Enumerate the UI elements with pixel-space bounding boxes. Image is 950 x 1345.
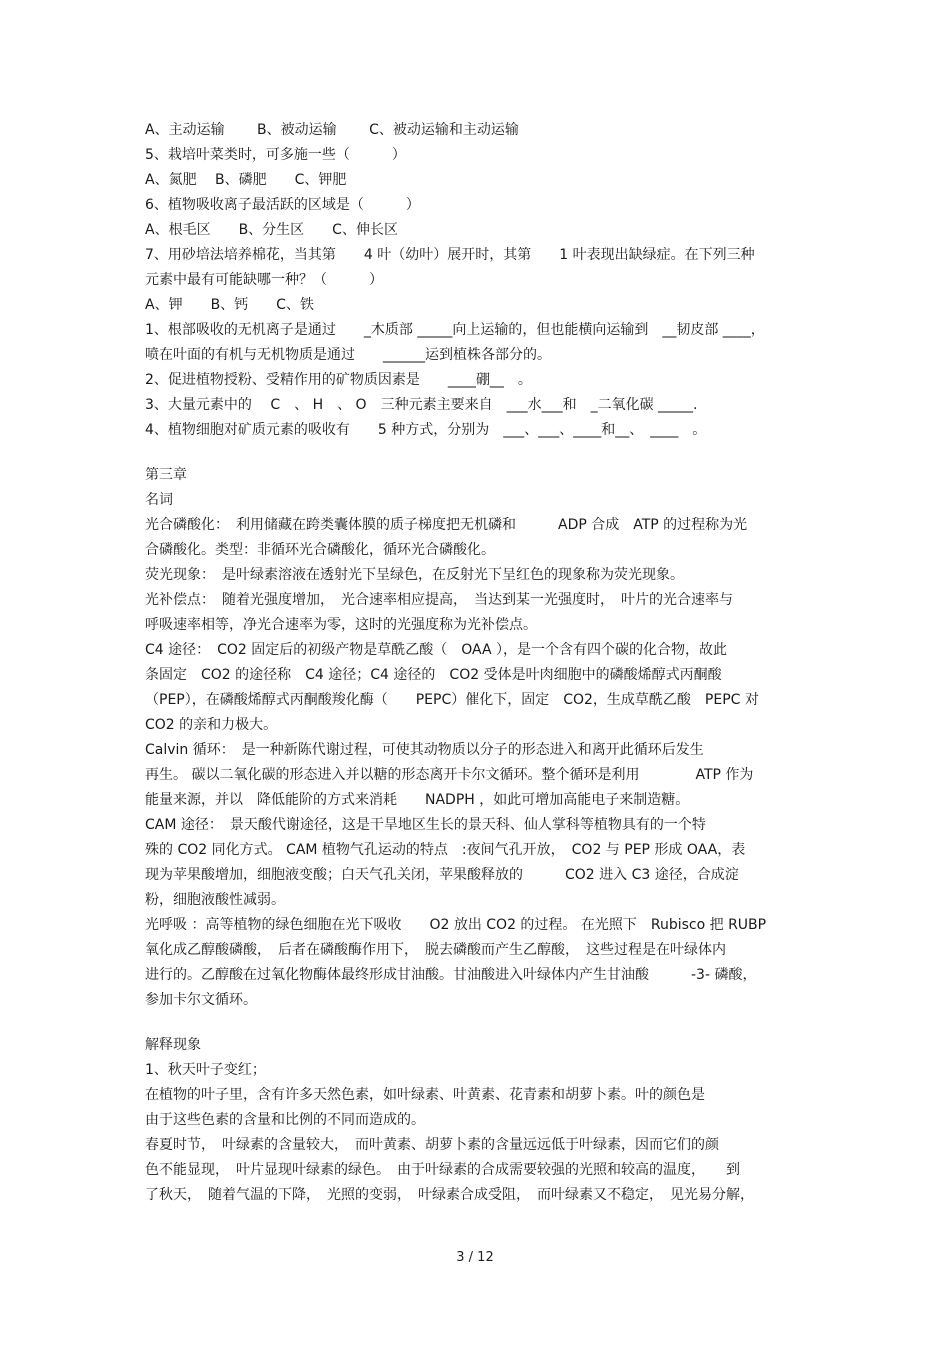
text-line: 由于这些色素的含量和比例的不同而造成的。 — [145, 1112, 425, 1128]
text-line: 4、植物细胞对矿质元素的吸收有 5 种方式，分别为 ___、___、____和__、 ____ 。 — [145, 422, 707, 438]
text-line: 条固定 CO2 的途径称 C4 途径；C4 途径的 CO2 受体是叶肉细胞中的磷酸烯醇式丙酮酸 — [145, 667, 722, 683]
text-line: A、钾 B、钙 C、铁 — [145, 297, 314, 313]
text-line: 氧化成乙醇酸磷酸， 后者在磷酸酶作用下， 脱去磷酸而产生乙醇酸， 这些过程是在叶绿体内 — [145, 942, 726, 958]
text-line: A、根毛区 B、分生区 C、伸长区 — [145, 222, 398, 238]
text-line: 呼吸速率相等，净光合速率为零，这时的光强度称为光补偿点。 — [145, 617, 537, 633]
text-line: 殊的 CO2 同化方式。 CAM 植物气孔运动的特点 :夜间气孔开放， CO2 与 PEP 形成 OAA，表 — [145, 842, 746, 858]
text-line: 光合磷酸化： 利用储藏在跨类囊体膜的质子梯度把无机磷和 ADP 合成 ATP 的过程称为光 — [145, 517, 748, 533]
document-body — [145, 118, 810, 1208]
section-heading-terms: 名词 — [145, 492, 173, 508]
text-line: 再生。 碳以二氧化碳的形态进入并以糖的形态离开卡尔文循环。整个循环是利用 ATP 作为 — [145, 767, 754, 783]
spacer — [145, 443, 810, 463]
text-line: 光呼吸 ：高等植物的绿色细胞在光下吸收 O2 放出 CO2 的过程。 在光照下 Rubisco 把 RUBP — [145, 917, 767, 933]
text-line: A、氮肥 B、磷肥 C、钾肥 — [145, 172, 347, 188]
text-line: 光补偿点： 随着光强度增加， 光合速率相应提高， 当达到某一光强度时， 叶片的光合速率与 — [145, 592, 733, 608]
chapter-heading: 第三章 — [145, 467, 187, 483]
text-line: 1、秋天叶子变红； — [145, 1062, 266, 1078]
text-line: 喷在叶面的有机与无机物质是通过 ______运到植株各部分的。 — [145, 347, 551, 363]
text-line: 6、植物吸收离子最活跃的区域是（ ） — [145, 197, 420, 213]
text-line: Calvin 循环： 是一种新陈代谢过程，可使其动物质以分子的形态进入和离开此循环后发生 — [145, 742, 704, 758]
text-line: C4 途径： CO2 固定后的初级产物是草酰乙酸（ OAA ），是一个含有四个碳的化合物，故此 — [145, 642, 728, 658]
text-line: 色不能显现， 叶片显现叶绿素的绿色。 由于叶绿素的合成需要较强的光照和较高的温度， 到 — [145, 1162, 740, 1178]
text-line: 在植物的叶子里，含有许多天然色素，如叶绿素、叶黄素、花青素和胡萝卜素。叶的颜色是 — [145, 1087, 705, 1103]
text-line: 元素中最有可能缺哪一种？（ ） — [145, 272, 383, 288]
text-line: 5、栽培叶菜类时，可多施一些（ ） — [145, 147, 406, 163]
text-line: 粉，细胞液酸性减弱。 — [145, 892, 285, 908]
page-number: 3 / 12 — [456, 1250, 494, 1265]
section-chapter-3 — [145, 463, 810, 1013]
text-line: 7、用砂培法培养棉花，当其第 4 叶（幼叶）展开时，其第 1 叶表现出缺绿症。在下列三种 — [145, 247, 755, 263]
section-heading-explain: 解释现象 — [145, 1037, 201, 1053]
text-line: 进行的。乙醇酸在过氧化物酶体最终形成甘油酸。甘油酸进入叶绿体内产生甘油酸 -3- 磷酸， — [145, 967, 757, 983]
text-line: 2、促进植物授粉、受精作用的矿物质因素是 ____硼__ 。 — [145, 372, 532, 388]
text-line: 了秋天， 随着气温的下降， 光照的变弱， 叶绿素合成受阻， 而叶绿素又不稳定， 见光易分解， — [145, 1187, 754, 1203]
text-line: 春夏时节， 叶绿素的含量较大， 而叶黄素、胡萝卜素的含量远远低于叶绿素，因而它们的颜 — [145, 1137, 719, 1153]
section-exercises — [145, 118, 810, 443]
section-explain-phenomena — [145, 1033, 810, 1208]
text-line: 能量来源，并以 降低能阶的方式来消耗 NADPH ，如此可增加高能电子来制造糖。 — [145, 792, 690, 808]
text-line: CO2 的亲和力极大。 — [145, 717, 278, 733]
text-line: 3、大量元素中的 C 、 H 、 O 三种元素主要来自 ___水___和 _二氧化碳 _____. — [145, 397, 698, 413]
text-line: 合磷酸化。类型：非循环光合磷酸化，循环光合磷酸化。 — [145, 542, 495, 558]
text-line: 荧光现象： 是叶绿素溶液在透射光下呈绿色，在反射光下呈红色的现象称为荧光现象。 — [145, 567, 684, 583]
text-line: （PEP），在磷酸烯醇式丙酮酸羧化酶（ PEPC）催化下，固定 CO2，生成草酰乙酸 PEPC 对 — [145, 692, 759, 708]
text-line: A、主动运输 B、被动运输 C、被动运输和主动运输 — [145, 122, 519, 138]
text-line: 现为苹果酸增加，细胞液变酸；白天气孔关闭，苹果酸释放的 CO2 进入 C3 途径，合成淀 — [145, 867, 739, 883]
spacer — [145, 1013, 810, 1033]
text-line: 1、根部吸收的无机离子是通过 _木质部 _____向上运输的，但也能横向运输到 __韧皮部 ____， — [145, 322, 765, 338]
text-line: CAM 途径： 景天酸代谢途径，这是干旱地区生长的景天科、仙人掌科等植物具有的一个特 — [145, 817, 706, 833]
text-line: 参加卡尔文循环。 — [145, 992, 257, 1008]
